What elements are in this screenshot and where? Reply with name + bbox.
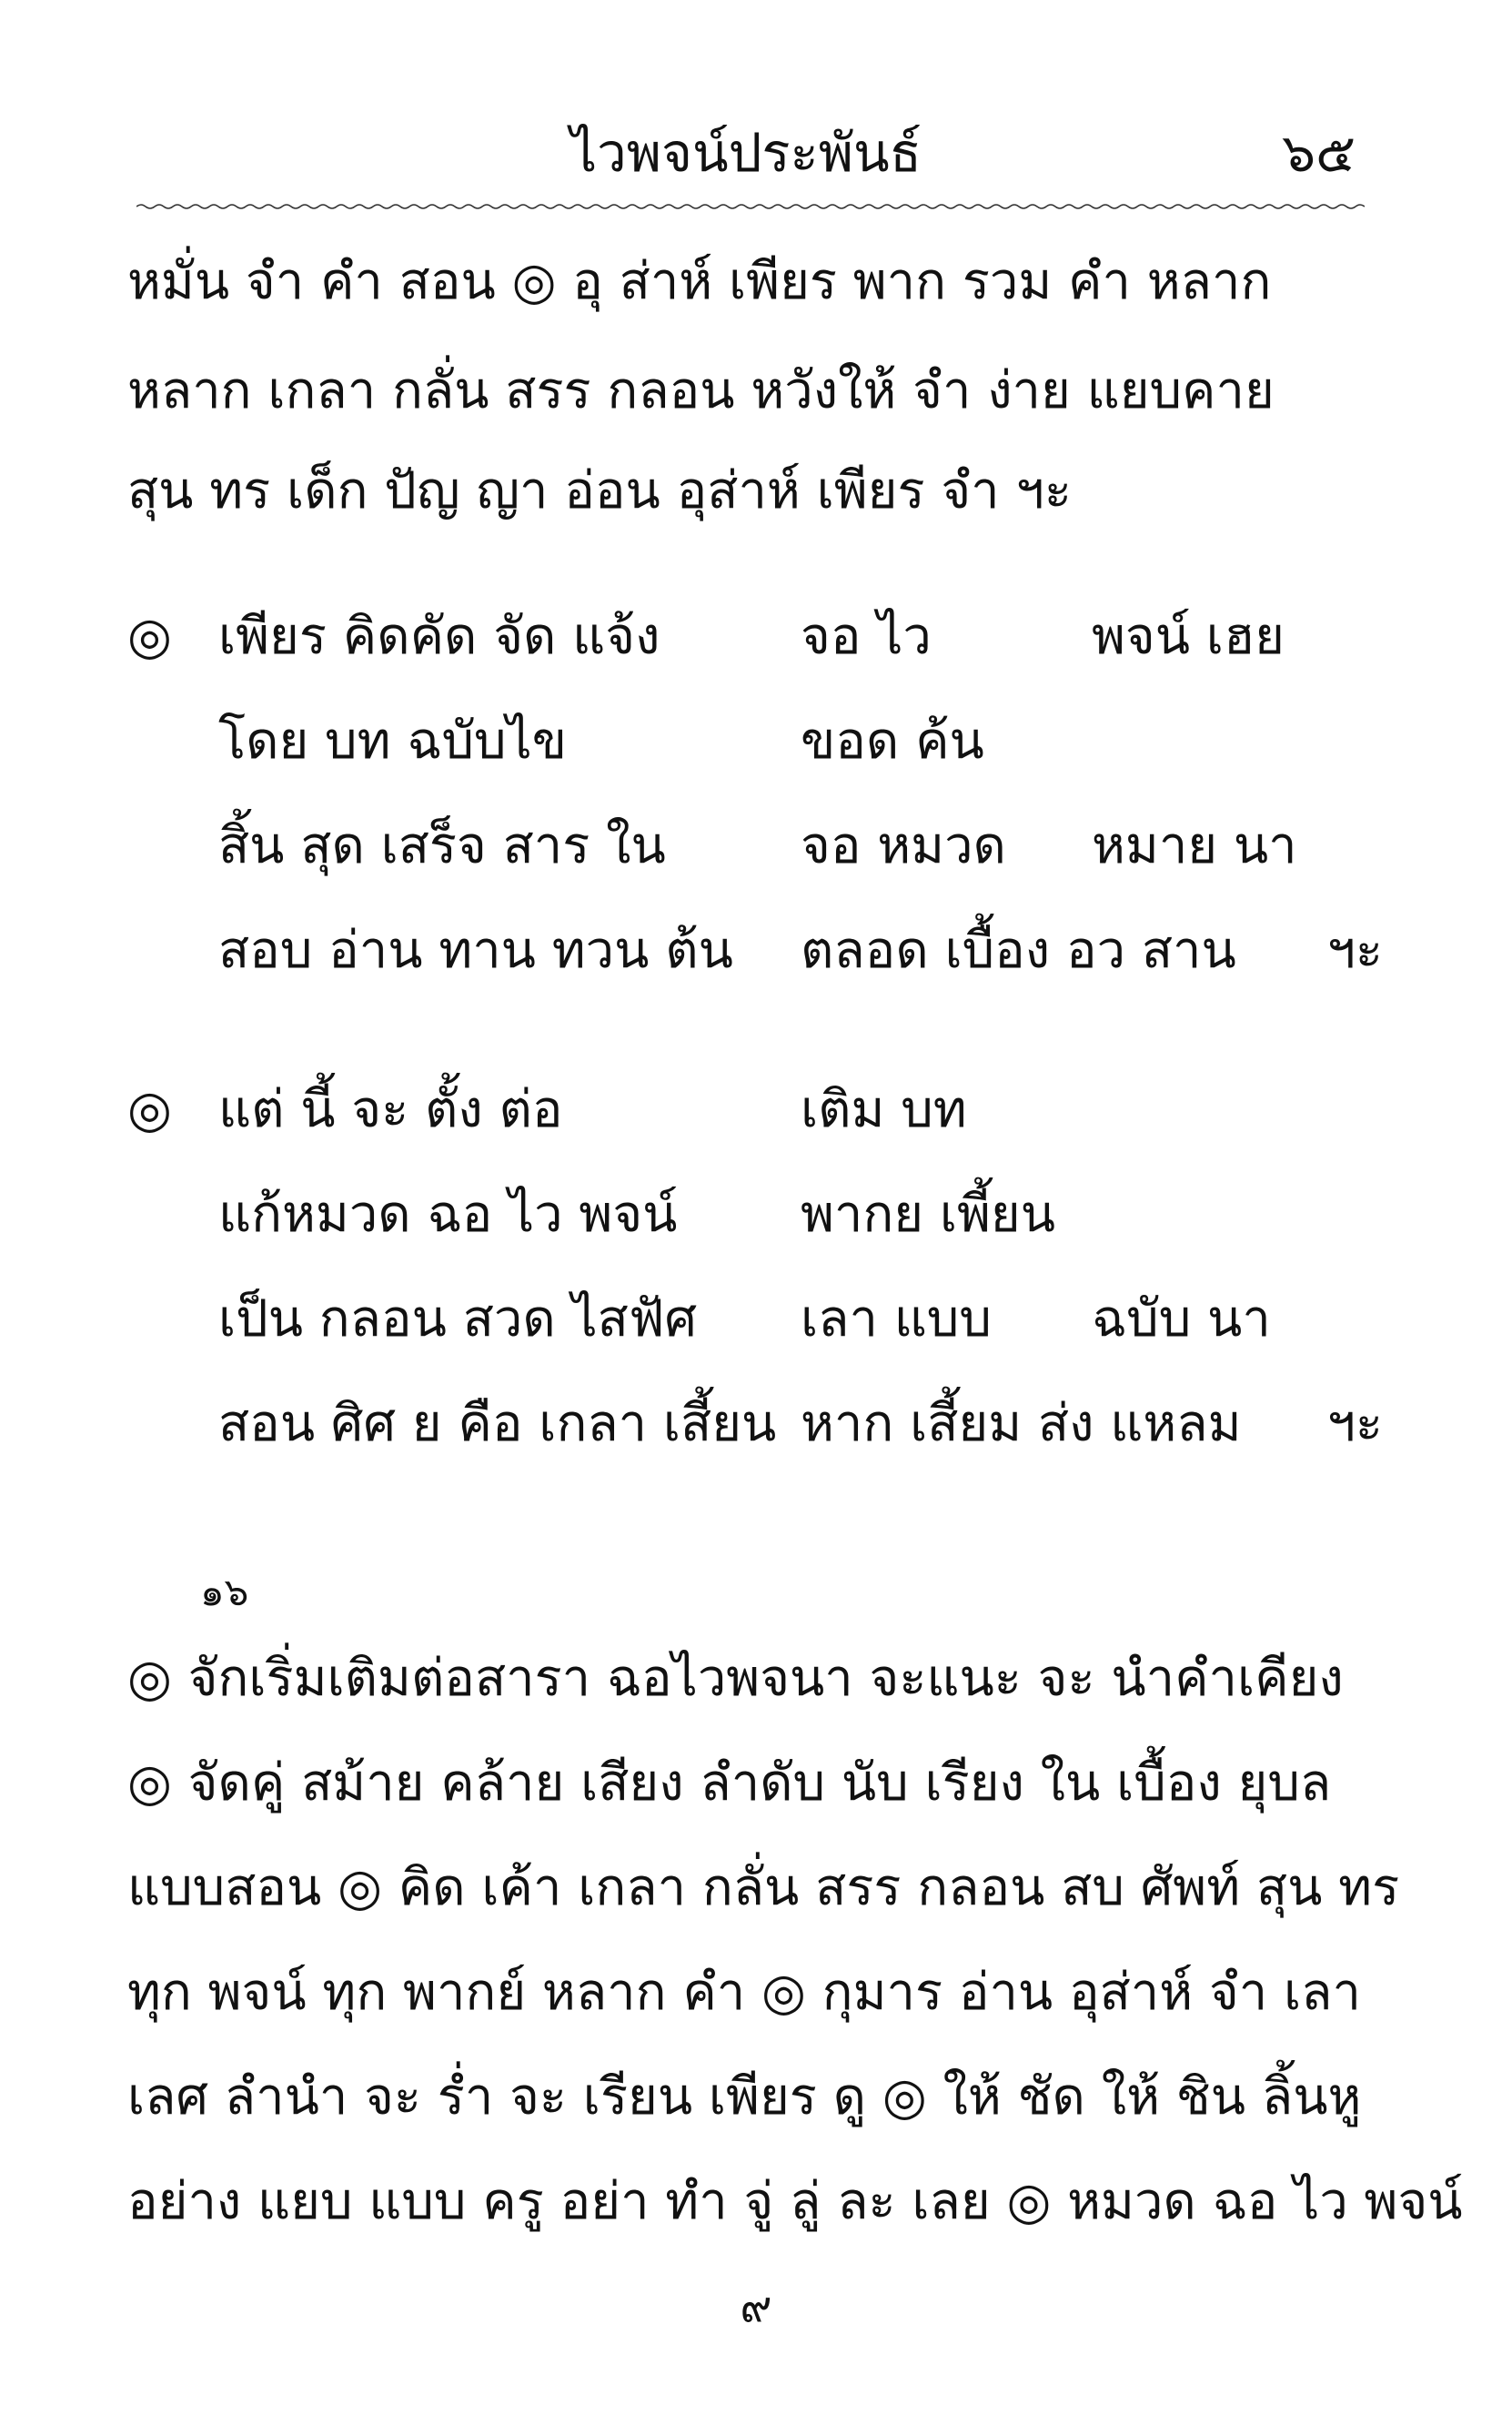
verse-stanza-2 xyxy=(127,1074,1383,1492)
verse-third-part: ฉบับ นา xyxy=(1092,1289,1271,1349)
verse-stanza-1 xyxy=(127,601,1383,1019)
verse-second-half: เติม บท xyxy=(801,1080,967,1139)
verse-first-half: สอน ศิศ ย คือ เกลา เสี้ยน xyxy=(218,1394,777,1453)
stanza-bullet: ◎ xyxy=(127,1080,172,1139)
verse-row xyxy=(127,1074,1383,1147)
verse-row xyxy=(127,705,1383,778)
prose-line: เลศ ลำนำ จะ ร่ำ จะ เรียน เพียร ดู ◎ ให้ ชัด ให้ ชิน ลิ้นหู xyxy=(127,2067,1362,2127)
verse-first-half: เป็น กลอน สวด ไสฟัศ xyxy=(218,1289,698,1349)
verse-second-half: จอ หมวด xyxy=(801,816,1006,875)
prose-line: ◎ จักเริ่มเติมต่อสารา ฉอไวพจนา จะแนะ จะ นำคำเคียง xyxy=(127,1649,1344,1708)
verse-third-part: พจน์ เฮย xyxy=(1092,607,1285,666)
verse-end-mark: ฯะ xyxy=(1326,1394,1383,1453)
prose-line: อย่าง แยบ แบบ ครู อย่า ทำ จู่ ลู่ ละ เลย ◎ หมวด ฉอ ไว พจน์ xyxy=(127,2172,1463,2231)
verse-first-half: โดย บท ฉบับไข xyxy=(218,712,568,771)
section-number: ๑๖ xyxy=(200,1570,249,1614)
verse-end-mark: ฯะ xyxy=(1326,921,1383,980)
verse-first-half: เพียร คิดคัด จัด แจ้ง xyxy=(218,607,660,666)
header-wavy-rule xyxy=(136,202,1365,211)
running-title: ไวพจน์ประพันธ์ xyxy=(570,122,922,184)
verse-row xyxy=(127,1178,1383,1251)
intro-line: หลาก เกลา กลั่น สรร กลอน หวังให้ จำ ง่าย แยบคาย xyxy=(127,361,1275,420)
verse-first-half: สิ้น สุด เสร็จ สาร ใน xyxy=(218,816,666,875)
page-header xyxy=(127,109,1365,209)
verse-row xyxy=(127,1283,1383,1356)
signature-number: ๙ xyxy=(740,2281,772,2332)
intro-line: สุน ทร เด็ก ปัญ ญา อ่อน อุส่าห์ เพียร จำ ฯะ xyxy=(127,461,1072,520)
verse-row xyxy=(127,601,1383,673)
stanza-bullet: ◎ xyxy=(127,607,172,666)
verse-first-half: แต่ นี้ จะ ตั้ง ต่อ xyxy=(218,1080,563,1139)
verse-second-half: หาก เสี้ยม ส่ง แหลม xyxy=(801,1394,1242,1453)
verse-second-half: ตลอด เบื้อง อว สาน xyxy=(801,921,1236,980)
verse-row xyxy=(127,914,1383,987)
prose-line: แบบสอน ◎ คิด เค้า เกลา กลั่น สรร กลอน สบ ศัพท์ สุน ทร xyxy=(127,1858,1400,1917)
verse-first-half: สอบ อ่าน ทาน ทวน ต้น xyxy=(218,921,733,980)
verse-second-half: จอ ไว xyxy=(801,607,932,666)
verse-second-half: พากย เพี้ยน xyxy=(801,1185,1056,1244)
intro-line: หมั่น จำ คำ สอน ◎ อุ ส่าห์ เพียร พาก รวม คำ หลาก xyxy=(127,252,1272,311)
prose-line: ทุก พจน์ ทุก พากย์ หลาก คำ ◎ กุมาร อ่าน อุส่าห์ จำ เลา xyxy=(127,1963,1361,2022)
verse-row xyxy=(127,1388,1383,1460)
verse-second-half: เลา แบบ xyxy=(801,1289,992,1349)
verse-row xyxy=(127,810,1383,883)
page-number: ๖๕ xyxy=(1282,122,1356,184)
verse-second-half: ขอด ค้น xyxy=(801,712,984,771)
verse-third-part: หมาย นา xyxy=(1092,816,1297,875)
prose-line: ◎ จัดคู่ สม้าย คล้าย เสียง ลำดับ นับ เรียง ใน เบื้อง ยุบล xyxy=(127,1753,1332,1813)
verse-first-half: แก้หมวด ฉอ ไว พจน์ xyxy=(218,1185,678,1244)
